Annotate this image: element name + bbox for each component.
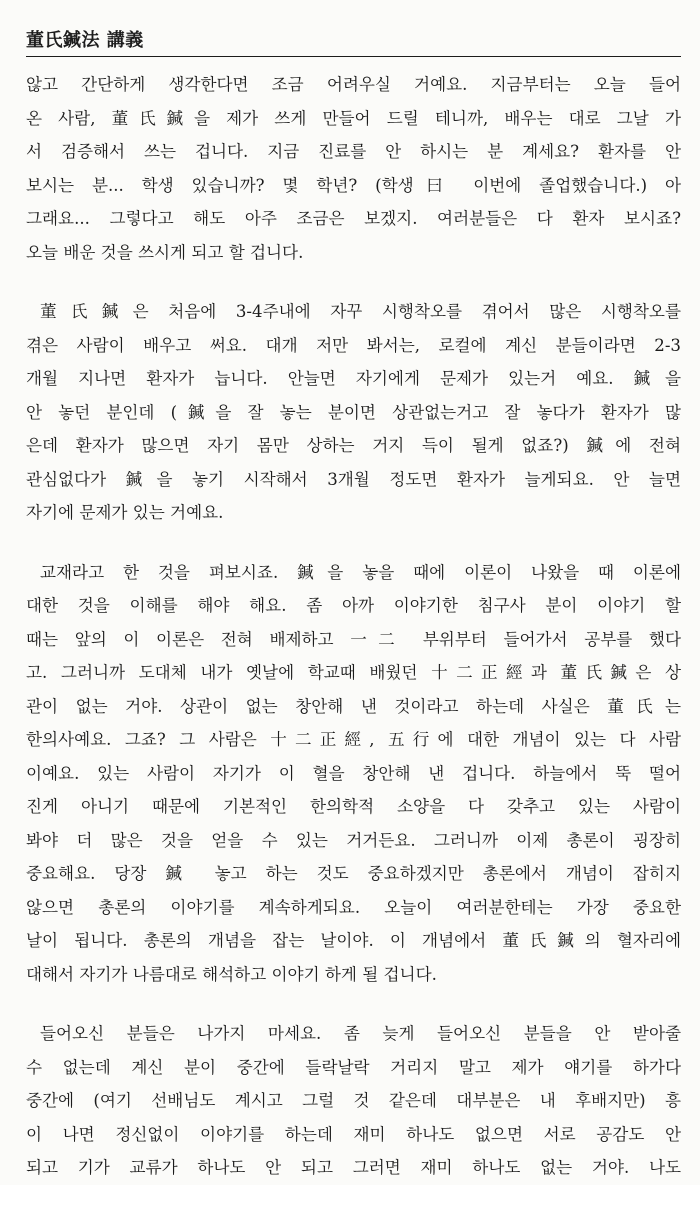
text-line: 중요해요. 당장 鍼 놓고 하는 것도 중요하겠지만 총론에서 개념이 잡히지 bbox=[26, 864, 681, 883]
text-line: 않으면 총론의 이야기를 계속하게되요. 오늘이 여러분한테는 가장 중요한 bbox=[26, 897, 681, 917]
text-line: 고. 그러니까 도대체 내가 옛날에 학교때 배웠던 十二正經과 董氏鍼은 상 bbox=[26, 663, 681, 682]
text-line: 서 검증해서 쓰는 겁니다. 지금 진료를 안 하시는 분 계세요? 환자를 안 bbox=[26, 142, 681, 161]
text-line: 온 사람, 董氏鍼을 제가 쓰게 만들어 드릴 테니까, 배우는 대로 그날 가 bbox=[26, 108, 681, 128]
text-line: 않고 간단하게 생각한다면 조금 어려우실 거예요. 지금부터는 오늘 들어 bbox=[26, 75, 681, 94]
text-line: 교재라고 한 것을 펴보시죠. 鍼을 놓을 때에 이론이 나왔을 때 이론에 bbox=[40, 562, 681, 582]
text-line: 董氏鍼은 처음에 3-4주내에 자꾸 시행착오를 겪어서 많은 시행착오를 bbox=[40, 302, 681, 321]
text-line: 안 놓던 분인데 (鍼을 잘 놓는 분이면 상관없는거고 잘 놓다가 환자가 많 bbox=[26, 402, 681, 422]
text-line: 은데 환자가 많으면 자기 몸만 상하는 거지 득이 될게 없죠?) 鍼에 전혀 bbox=[26, 436, 681, 455]
body-text bbox=[26, 68, 681, 1211]
book-title: 董氏鍼法 講義 bbox=[26, 30, 144, 51]
text-line: 수 없는데 계신 분이 중간에 들락날락 거리지 말고 제가 얘기를 하가다 bbox=[26, 1057, 681, 1077]
text-line: 봐야 더 많은 것을 얻을 수 있는 거거든요. 그러니까 이제 총론이 굉장히 bbox=[26, 830, 681, 850]
text-line: 들어오신 분들은 나가지 마세요. 좀 늦게 들어오신 분들을 안 받아줄 bbox=[40, 1024, 681, 1043]
text-line: 되고 기가 교류가 하나도 안 되고 그러면 재미 하나도 없는 거야. 나도 bbox=[26, 1158, 681, 1177]
text-line: 관이 없는 거야. 상관이 없는 창안해 낸 것이라고 하는데 사실은 董氏는 bbox=[26, 696, 681, 716]
text-line: 때는 앞의 이 이론은 전혀 배제하고 一二 부위부터 들어가서 공부를 했다 bbox=[26, 629, 681, 649]
text-line: 이 나면 정신없이 이야기를 하는데 재미 하나도 없으면 서로 공감도 안 bbox=[26, 1124, 681, 1144]
text-line: 겪은 사람이 배우고 써요. 대개 저만 봐서는, 로컬에 계신 분들이라면 2-3 bbox=[26, 335, 681, 355]
text-line: 보시는 분... 학생 있습니까? 몇 학년? (학생曰 이번에 졸업했습니다.) 아 bbox=[26, 175, 681, 195]
text-line: 대해서 자기가 나름대로 해석하고 이야기 하게 될 겁니다. bbox=[26, 964, 437, 984]
text-line: 이예요. 있는 사람이 자기가 이 혈을 창안해 낸 겁니다. 하늘에서 뚝 떨어 bbox=[26, 763, 681, 783]
paragraph-4 bbox=[26, 1017, 681, 1185]
text-line: 중간에 (여기 선배님도 계시고 그럴 것 같은데 대부분은 내 후배지만) 흥 bbox=[26, 1091, 681, 1110]
text-line: 관심없다가 鍼을 놓기 시작해서 3개월 정도면 환자가 늘게되요. 안 늘면 bbox=[26, 469, 681, 489]
text-line: 날이 됩니다. 총론의 개념을 잡는 날이야. 이 개념에서 董氏鍼의 혈자리에 bbox=[26, 931, 681, 950]
text-line: 진게 아니기 때문에 기본적인 한의학적 소양을 다 갖추고 있는 사람이 bbox=[26, 797, 681, 816]
running-header bbox=[26, 30, 681, 57]
paragraph-3 bbox=[26, 556, 681, 992]
text-line: 개월 지나면 환자가 늡니다. 안늘면 자기에게 문제가 있는거 예요. 鍼을 bbox=[26, 369, 681, 388]
paragraph-1 bbox=[26, 68, 681, 269]
text-line: 오늘 배운 것을 쓰시게 되고 할 겁니다. bbox=[26, 242, 304, 262]
text-line: 그래요... 그렇다고 해도 아주 조금은 보겠지. 여러분들은 다 환자 보시죠? bbox=[26, 209, 681, 228]
text-line: 대한 것을 이해를 해야 해요. 좀 아까 이야기한 침구사 분이 이야기 할 bbox=[26, 596, 681, 615]
text-line: 한의사예요. 그죠? 그 사람은 十二正經, 五行에 대한 개념이 있는 다 사람 bbox=[26, 730, 681, 749]
paragraph-2 bbox=[26, 295, 681, 530]
text-line: 자기에 문제가 있는 거예요. bbox=[26, 503, 224, 522]
